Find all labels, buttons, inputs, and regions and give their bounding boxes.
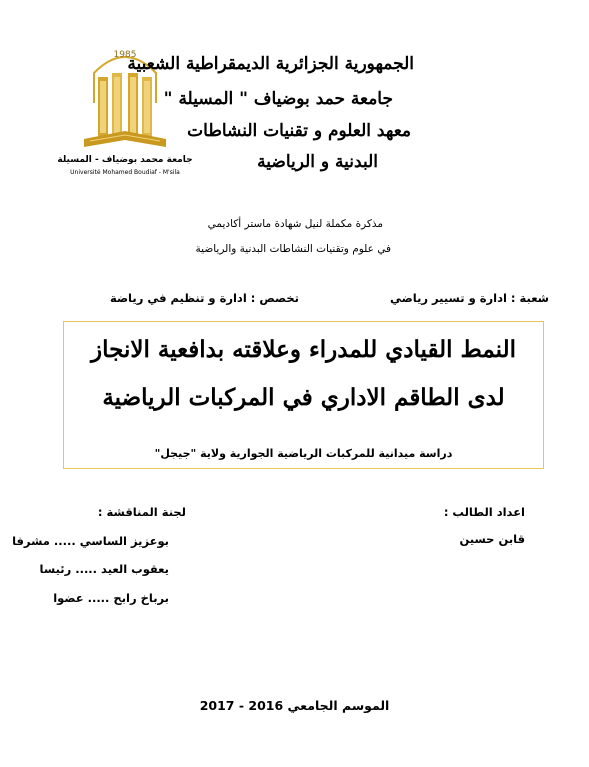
specialty-label: تخصص : ادارة و تنظيم في رياضة [109,291,299,305]
header-university: جامعة حمد بوضياف " المسيلة " [163,89,393,109]
student-name: قابن حسين [459,532,525,546]
committee-member: بوعزيز الساسي ..... مشرفا [12,534,169,548]
memo-field: في علوم وتقنيات النشاطات البدنية والرياضية [195,243,391,255]
memo-degree: مذكرة مكملة لنيل شهادة ماستر أكاديمي [207,218,383,230]
thesis-subtitle: دراسة ميدانية للمركبات الرياضية الجوارية ولاية "جيجل" [154,447,453,460]
thesis-title-line2: لدى الطاقم الاداري في المركبات الرياضية [102,384,505,411]
title-box [63,321,544,469]
committee-member: يعقوب العيد ..... رئيسا [39,562,169,576]
header-institute-cont: البدنية و الرياضية [257,152,378,172]
thesis-title-line1: النمط القيادي للمدراء وعلاقته بدافعية الانجاز [91,336,516,363]
logo-caption-ar: جامعة محمد بوضياف - المسيلة [57,155,193,165]
logo-year: 1985 [113,50,137,60]
academic-year: الموسم الجامعي 2016 - 2017 [199,698,390,713]
branch-label: شعبة : ادارة و تسيير رياضي [390,291,549,305]
header-institute: معهد العلوم و تقنيات النشاطات [187,121,411,141]
header-country: الجمهورية الجزائرية الديمقراطية الشعبية [127,54,414,74]
logo-caption-fr: Université Mohamed Boudiaf - M'sila [70,169,180,176]
committee-member: برباخ رابح ..... عضوا [53,591,169,605]
committee-heading: لجنة المناقشة : [97,505,186,519]
student-heading: اعداد الطالب : [443,505,525,519]
